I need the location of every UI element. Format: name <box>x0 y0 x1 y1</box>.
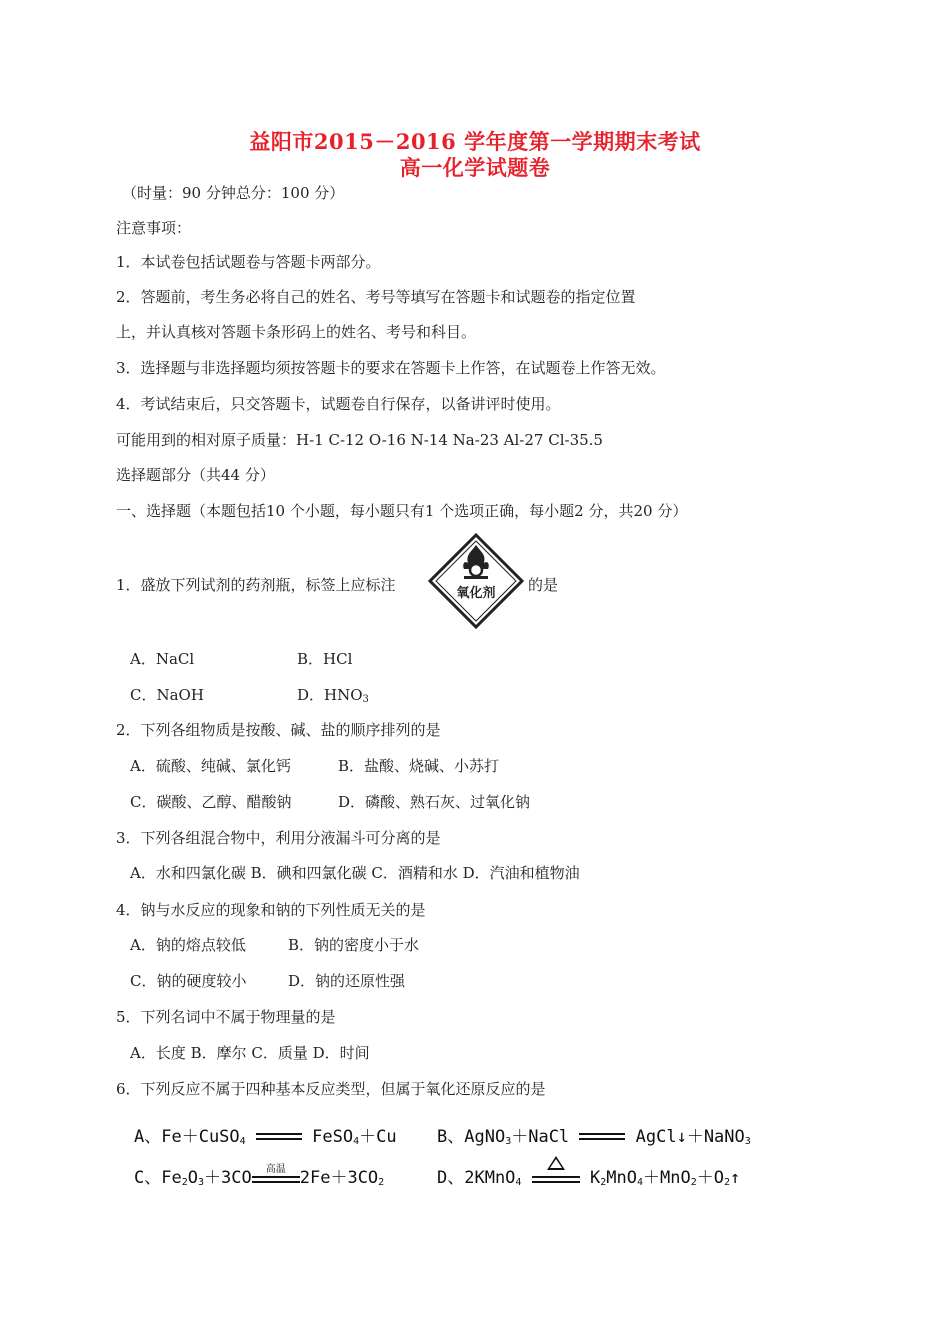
q4-option-b: B．钠的密度小于水 <box>288 936 420 954</box>
oxidizer-label-icon <box>428 533 524 629</box>
q2-option-b: B．盐酸、烧碱、小苏打 <box>338 757 500 775</box>
time-info: （时量：90 分钟总分：100 分） <box>122 184 345 202</box>
part-one-header: 一、选择题（本题包括10 个小题，每小题只有1 个选项正确，每小题2 分，共20 分） <box>116 502 688 520</box>
atomic-masses: 可能用到的相对原子质量：H-1 C-12 O-16 N-14 Na-23 Al-27 Cl-35.5 <box>116 431 603 449</box>
q4-option-d: D．钠的还原性强 <box>288 972 406 990</box>
q1-option-a: A．NaCl <box>130 650 195 668</box>
q1-stem-before: 1．盛放下列试剂的药剂瓶，标签上应标注 <box>116 576 396 594</box>
q4-option-c: C．钠的硬度较小 <box>130 972 247 990</box>
q5-options: A．长度 B．摩尔 C．质量 D．时间 <box>130 1044 370 1062</box>
q6-stem: 6．下列反应不属于四种基本反应类型，但属于氧化还原反应的是 <box>116 1080 546 1098</box>
q4-stem: 4．钠与水反应的现象和钠的下列性质无关的是 <box>116 901 426 919</box>
q2-option-a: A．硫酸、纯碱、氯化钙 <box>130 757 291 775</box>
q6-option-b: B、AgNO$_3$＋NaCl AgCl↓＋NaNO$_3$ <box>437 1127 751 1147</box>
section-choice: 选择题部分（共44 分） <box>116 466 275 484</box>
q1-option-b: B．HCl <box>297 650 353 668</box>
notice-4: 4．考试结束后，只交答题卡，试题卷自行保存，以备讲评时使用。 <box>116 395 561 413</box>
q4-option-a: A．钠的熔点较低 <box>130 936 246 954</box>
q6-option-a: A、Fe＋CuSO$_4$ FeSO$_4$＋Cu <box>134 1127 397 1147</box>
exam-subtitle: 高一化学试题卷 <box>399 155 551 180</box>
q1-stem-after: 的是 <box>528 576 559 594</box>
heat-triangle-icon <box>547 1156 565 1170</box>
notice-2a: 2．答题前，考生务必将自己的姓名、考号等填写在答题卡和试题卷的指定位置 <box>116 288 636 306</box>
q5-stem: 5．下列名词中不属于物理量的是 <box>116 1008 336 1026</box>
q6-option-d: D、2KMnO$_4$ $K_2MnO_4+MnO_2+O_2↑$ <box>437 1163 740 1188</box>
notice-header: 注意事项： <box>116 219 192 237</box>
q1-option-d: D．$HNO_3$ <box>297 686 369 705</box>
q2-stem: 2．下列各组物质是按酸、碱、盐的顺序排列的是 <box>116 721 441 739</box>
q3-stem: 3．下列各组混合物中，利用分液漏斗可分离的是 <box>116 829 441 847</box>
q2-option-d: D．磷酸、熟石灰、过氧化钠 <box>338 793 531 811</box>
notice-2b: 上，并认真核对答题卡条形码上的姓名、考号和科目。 <box>116 323 477 341</box>
notice-1: 1．本试卷包括试题卷与答题卡两部分。 <box>116 253 381 271</box>
notice-3: 3．选择题与非选择题均须按答题卡的要求在答题卡上作答，在试题卷上作答无效。 <box>116 359 666 377</box>
q2-option-c: C．碳酸、乙醇、醋酸钠 <box>130 793 292 811</box>
q6-option-c: C、$Fe_2O_3+3CO$ 高温 $2Fe+3CO_2$ <box>134 1164 385 1188</box>
exam-title: 益阳市2015－2016 学年度第一学期期末考试 <box>249 129 701 154</box>
q3-options: A．水和四氯化碳 B．碘和四氯化碳 C．酒精和水 D．汽油和植物油 <box>130 864 580 882</box>
oxidizer-label-text: 氧化剂 <box>456 586 496 601</box>
q1-option-c: C．NaOH <box>130 686 204 704</box>
